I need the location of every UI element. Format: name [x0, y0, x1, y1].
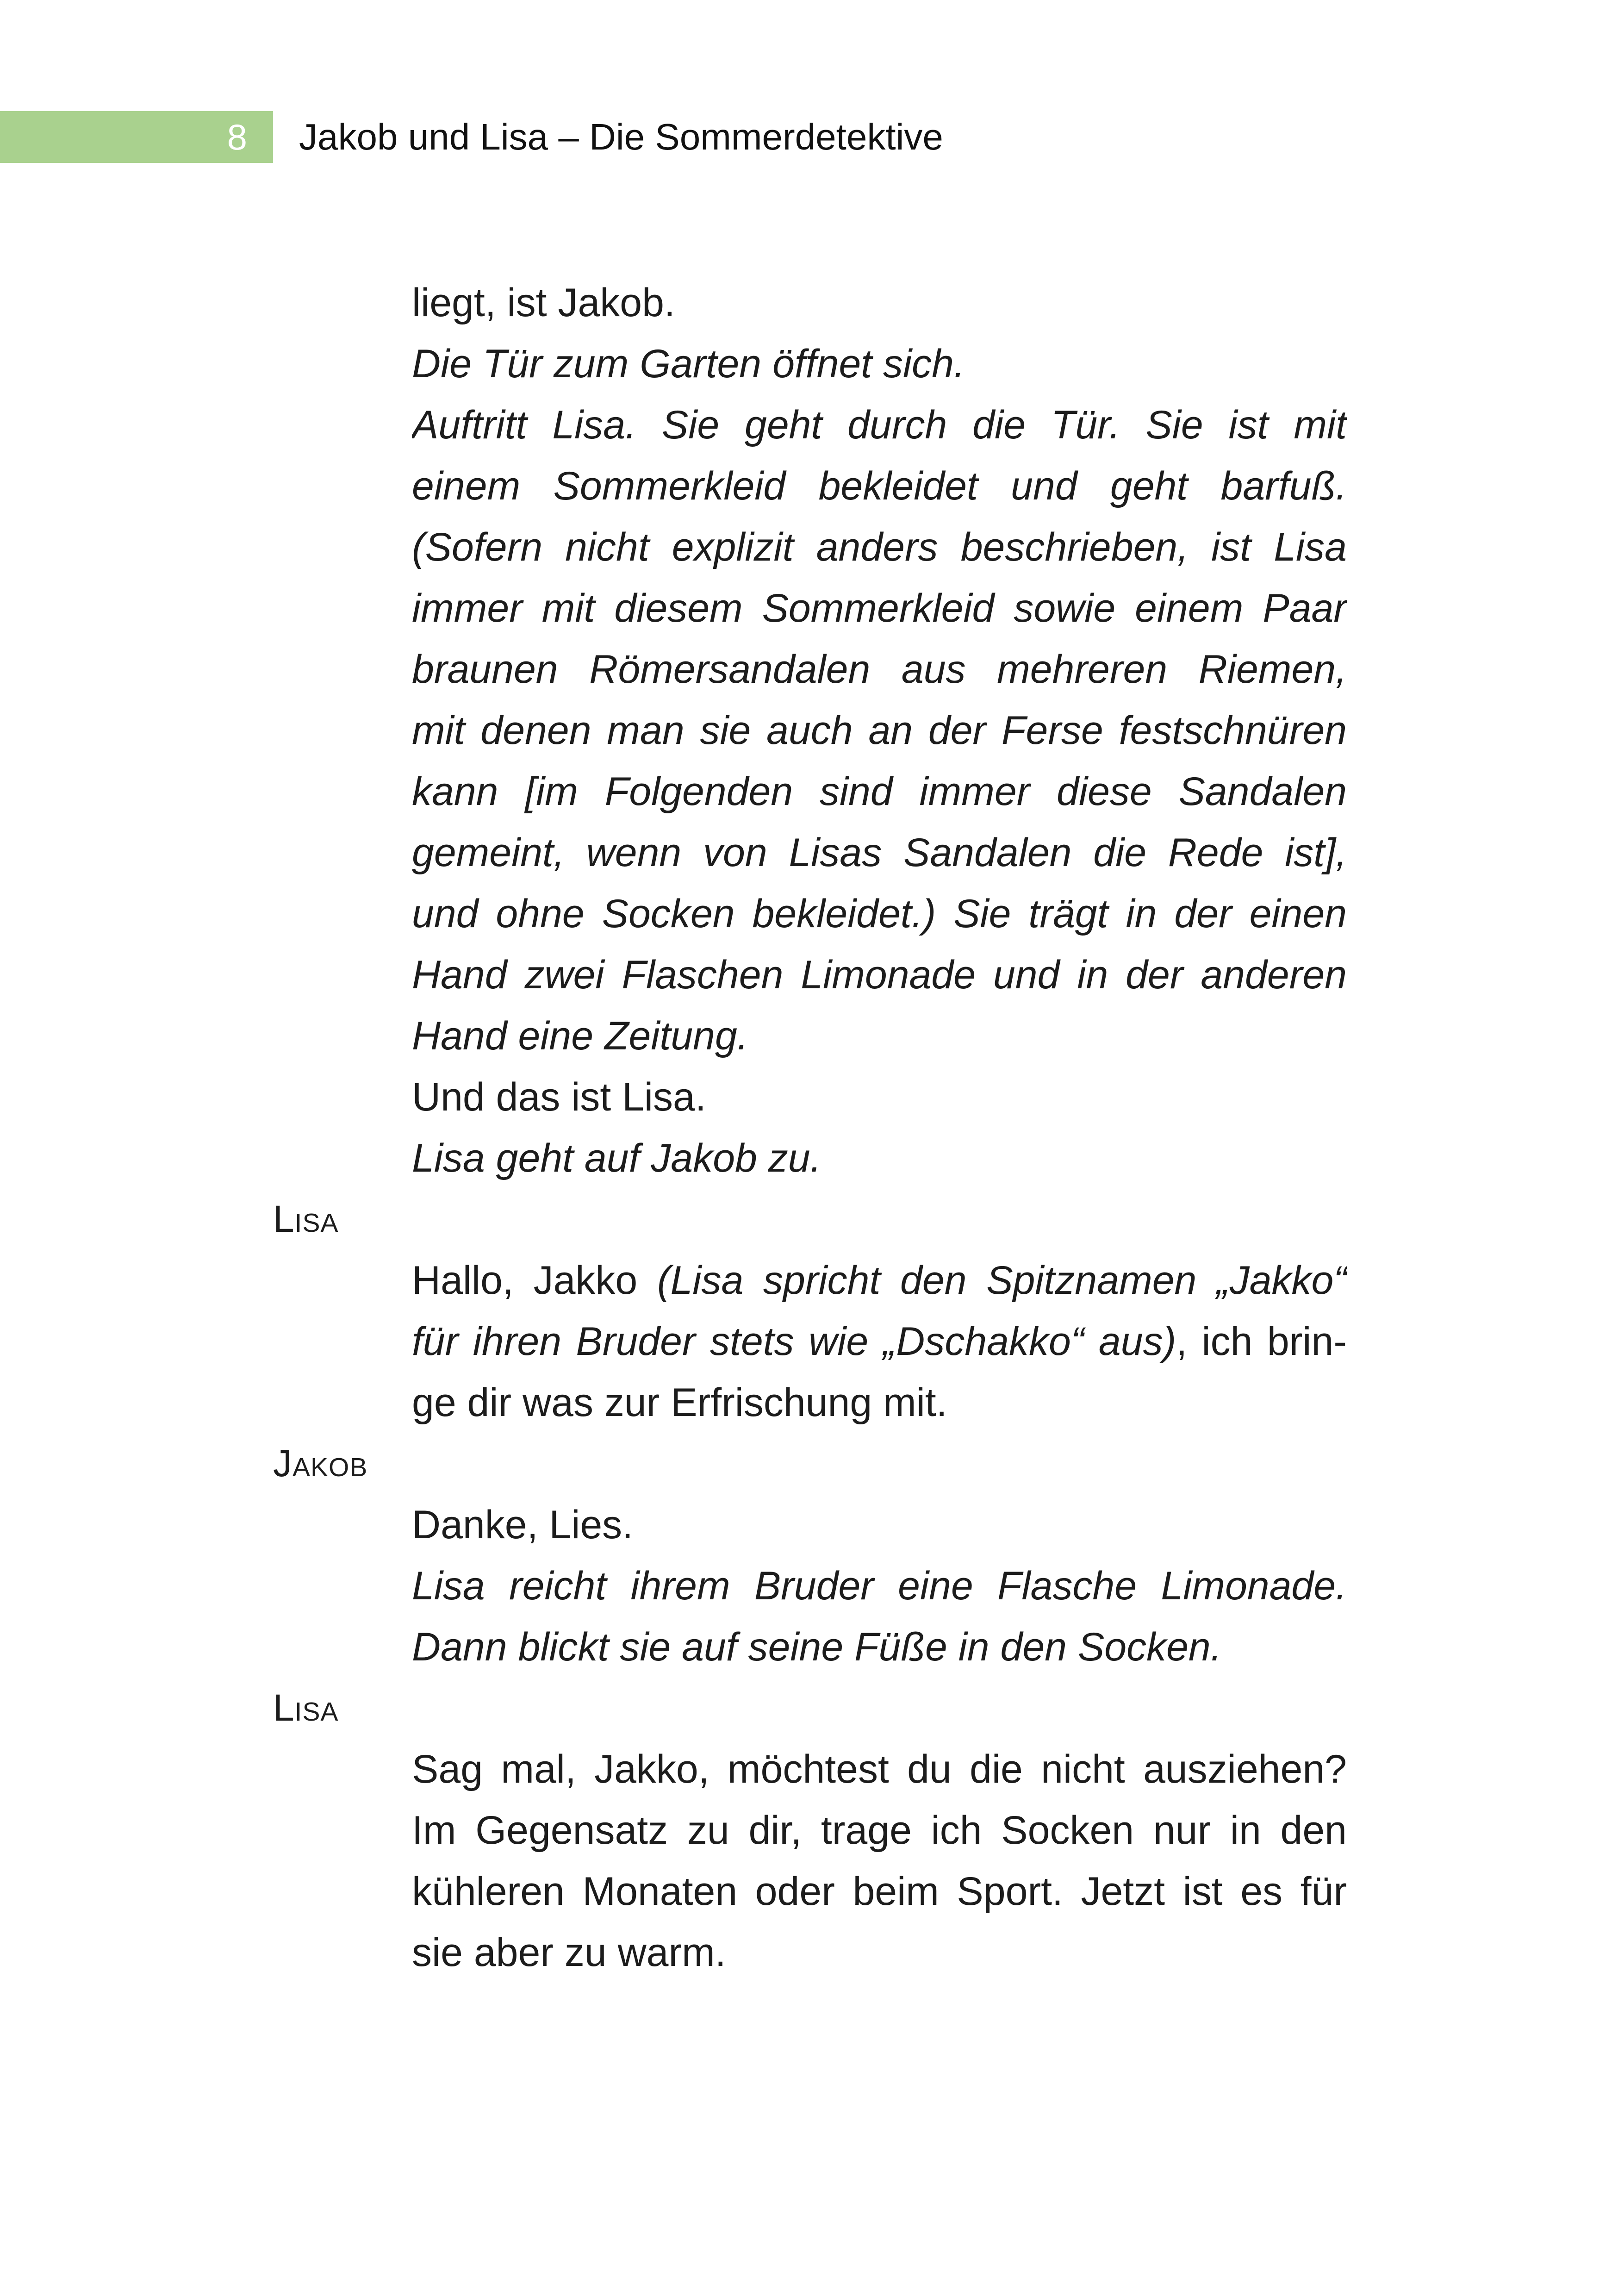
stage-direction-line: gemeint, wenn von Lisas Sandalen die Rede ist], — [412, 830, 1347, 875]
stage-direction-line: (Sofern nicht explizit anders beschrieben, ist Lisa — [412, 525, 1347, 569]
text-line: Und das ist Lisa. — [412, 1075, 706, 1119]
stage-direction-line: Hand eine Zeitung. — [412, 1014, 748, 1058]
stage-direction-line: mit denen man sie auch an der Ferse festschnüren — [412, 708, 1347, 753]
dialogue-text: Hallo, Jakko — [412, 1258, 657, 1303]
stage-direction-line: Lisa reicht ihrem Bruder eine Flasche Limonade. — [412, 1564, 1347, 1608]
stage-direction-line: Lisa geht auf Jakob zu. — [412, 1136, 821, 1180]
page-number-bar — [0, 111, 273, 163]
dialogue-line: ge dir was zur Erfrischung mit. — [412, 1380, 947, 1425]
dialogue-line: sie aber zu warm. — [412, 1930, 726, 1975]
text-line: liegt, ist Jakob. — [412, 281, 675, 325]
dialogue-line — [412, 1311, 1347, 1372]
speaker-name: Lisa — [273, 1687, 339, 1729]
page-body — [0, 272, 1618, 1983]
dialogue-line: Sag mal, Jakko, möchtest du die nicht ausziehen? — [412, 1747, 1347, 1791]
stage-direction-line: Auftritt Lisa. Sie geht durch die Tür. Sie ist mit — [412, 403, 1347, 447]
stage-direction-line: Hand zwei Flaschen Limonade und in der anderen — [412, 953, 1347, 997]
stage-direction-line: einem Sommerkleid bekleidet und geht barfuß. — [412, 464, 1347, 508]
stage-direction-line: und ohne Socken bekleidet.) Sie trägt in der einen — [412, 892, 1347, 936]
dialogue-text: , ich brin- — [1176, 1319, 1347, 1364]
speaker-name: Jakob — [273, 1442, 368, 1485]
stage-direction-line: Die Tür zum Garten öffnet sich. — [412, 342, 965, 386]
dialogue-line: Danke, Lies. — [412, 1503, 634, 1547]
running-title: Jakob und Lisa – Die Sommerdetektive — [299, 116, 943, 157]
dialogue-line: kühleren Monaten oder beim Sport. Jetzt ist es für — [412, 1869, 1347, 1914]
inline-stage-direction: (Lisa spricht den Spitznamen „Jakko“ — [657, 1258, 1347, 1303]
inline-stage-direction: für ihren Bruder stets wie „Dschakko“ aus) — [412, 1319, 1176, 1364]
stage-direction-line: Dann blickt sie auf seine Füße in den Socken. — [412, 1625, 1222, 1669]
stage-direction-line: immer mit diesem Sommerkleid sowie einem Paar — [412, 586, 1347, 630]
stage-direction-line: kann [im Folgenden sind immer diese Sandalen — [412, 769, 1347, 814]
stage-direction-line: braunen Römersandalen aus mehreren Riemen, — [412, 647, 1347, 692]
dialogue-line: Im Gegensatz zu dir, trage ich Socken nur in den — [412, 1808, 1347, 1853]
dialogue-line — [412, 1250, 1347, 1311]
page-number: 8 — [227, 117, 247, 157]
speaker-name: Lisa — [273, 1198, 339, 1240]
